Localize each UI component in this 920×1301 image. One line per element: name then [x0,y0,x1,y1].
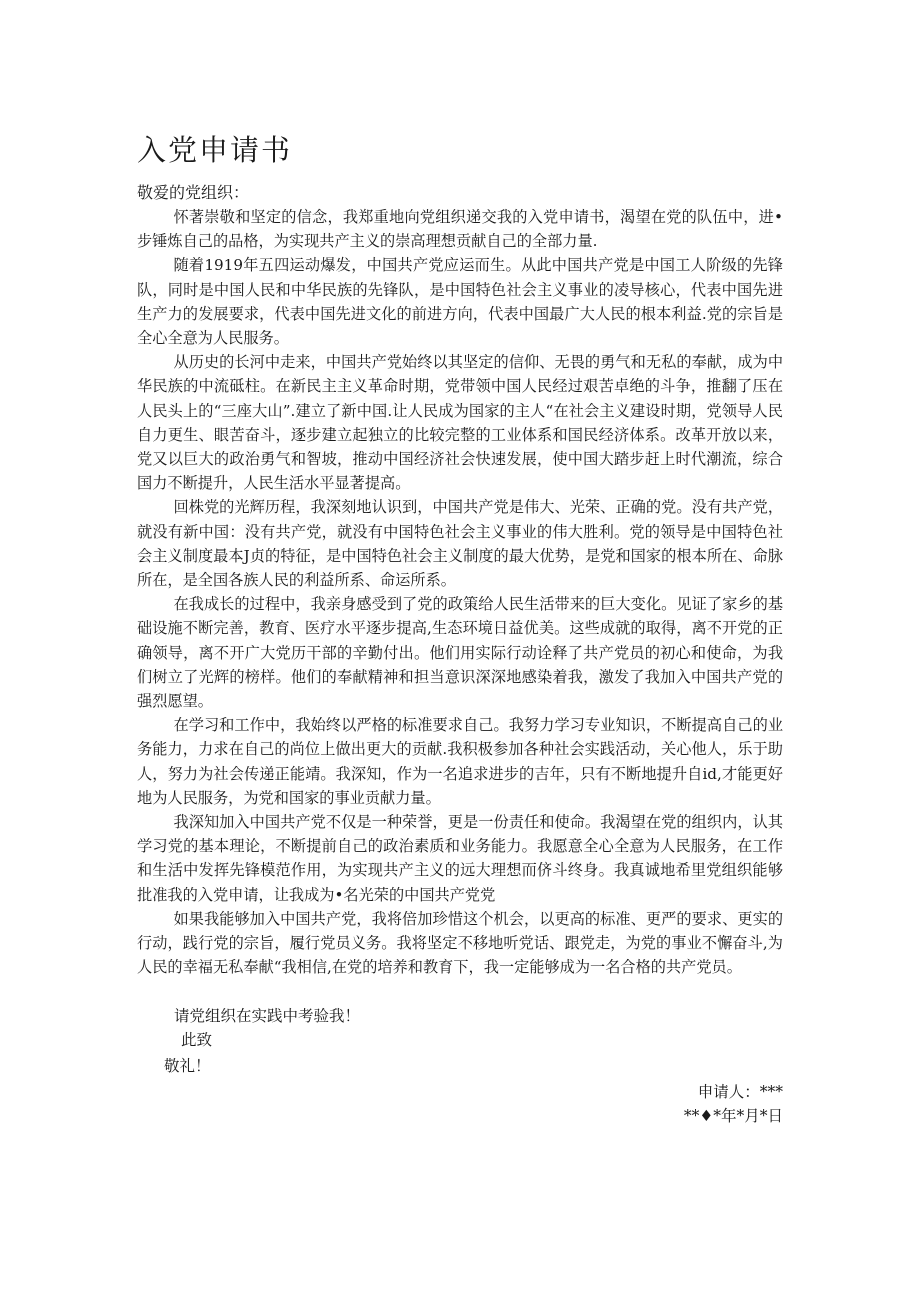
closing-line-1: 此致 [181,1031,213,1049]
closing-line-2: 敬礼！ [164,1057,211,1075]
paragraph: 从历史的长河中走来，中国共产党始终以其坚定的信仰、无畏的勇气和无私的奉献，成为中华民族的中流砥柱。在新民主主义革命时期，党带领中国人民经过艰苦卓绝的斗争，推翻了压在人民头上的“三座大山”.建立了新中国.让人民成为国家的主人“在社会主义建设时期，党领导人民自力更生、眼苦奋斗，逐步建立起独立的比较完整的工业体系和国民经济体系。改革开放以来，党又以巨大的政治勇气和智坡，推动中国经济社会快速发展，使中国大踏步赶上时代潮流，综合国力不断提升，人民生活水平显著提高。 [137,353,783,493]
paragraph: 怀著崇敬和坚定的信念，我郑重地向党组织递交我的入党申请书，渴望在党的队伍中，进•步锤炼自己的品格，为实现共产主义的崇高理想贡献自己的全部力量. [137,208,783,251]
paragraph: 随着1919年五四运动爆发，中国共产党应运而生。从此中国共产党是中国工人阶级的先锋队，同时是中国人民和中华民族的先锋队，是中国特色社会主义事业的凌导核心，代表中国先进生产力的发展要求，代表中国先进文化的前进方向，代表中国最广大人民的根本利益.党的宗旨是全心全意为人民服务。 [137,256,783,348]
paragraph: 如果我能够加入中国共产党，我将倍加珍惜这个机会，以更高的标准、更严的要求、更实的行动，践行党的宗旨，履行党员义务。我将坚定不移地听党话、跟党走，为党的事业不懈奋斗,为人民的幸福无私奉献“我相信,在党的培养和教育下，我一定能够成为一名合格的共产党员。 [137,909,783,977]
application-date: **♦*年*月*日 [683,1107,783,1125]
applicant-name: 申请人：*** [697,1083,783,1101]
document-title: 入党申请书 [137,133,293,167]
salutation: 敬爱的党组织： [137,183,250,202]
signature-block [684,1080,783,1128]
letter-body [137,205,783,980]
paragraph: 在我成长的过程中，我亲身感受到了党的政策给人民生活带来的巨大变化。见证了家乡的基础设施不断完善，教育、医疗水平逐步提高,生态环境日益优美。这些成就的取得，离不开党的正确领导，离不开广大党历干部的辛勤付出。他们用实际行动诠释了共产党员的初心和使命，为我们树立了光辉的榜样。他们的奉献精神和担当意识深深地感染着我，激发了我加入中国共产党的强烈愿望。 [137,595,783,711]
paragraph: 我深知加入中国共产党不仅是一种荣誉，更是一份责任和使命。我渴望在党的组织内，认其学习党的基本理论，不断提前自己的政治素质和业务能力。我愿意全心全意为人民服务，在工作和生活中发挥先锋模范作用，为实现共产主义的远大理想而侪斗终身。我真诚地希里党组织能够批准我的入党申请，让我成为•名光荣的中国共产党党 [137,813,783,904]
request-line: 请党组织在实践中考验我！ [174,1007,361,1025]
paragraph: 回株党的光辉历程，我深刻地认识到，中国共产党是伟大、光荣、正确的党。没有共产党，就没有新中国：没有共产党，就没有中国特色社会主义事业的伟大胜利。党的领导是中国特色社会主义制度最本J贞的特征，是中国特色社会主义制度的最大优势，是党和国家的根本所在、命脉所在，是全国各族人民的利益所系、命运所系。 [137,498,783,590]
paragraph: 在学习和工作中，我始终以严格的标准要求自己。我努力学习专业知识，不断提高自己的业务能力，力求在自己的尚位上做出更大的贡献.我积极参加各种社会实践活动，关心他人，乐于助人，努力为社会传递正能靖。我深知，作为一名追求进步的吉年，只有不断地提升自id,才能更好地为人民服务，为党和国家的事业贡献力量。 [137,716,783,807]
